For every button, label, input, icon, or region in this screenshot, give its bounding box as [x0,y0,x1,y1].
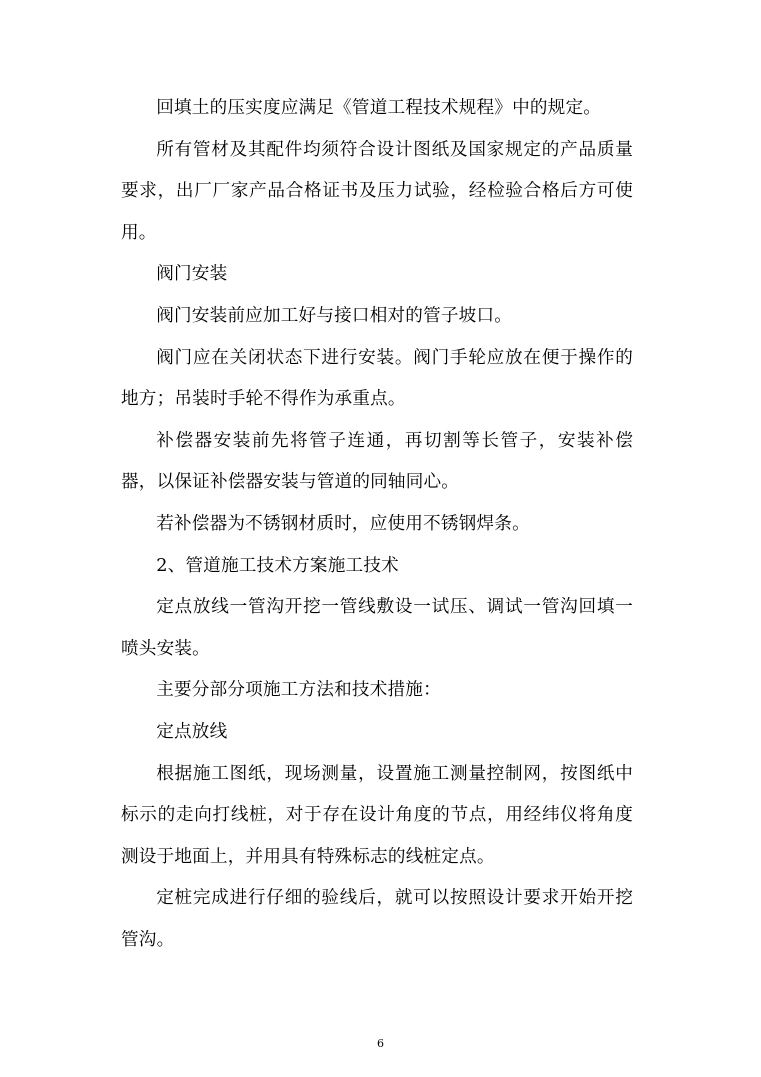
body-text [121,88,633,961]
heading-main-methods: 主要分部分项施工方法和技术措施： [156,680,441,701]
paragraph-pipe-material-quality: 所有管材及其配件均须符合设计图纸及国家规定的产品质量要求，出厂厂家产品合格证书及压力试验，经检验合格后方可使用。 [121,139,633,243]
paragraph-backfill-compaction: 回填土的压实度应满足《管道工程技术规程》中的规定。 [156,98,602,118]
paragraph-valve-closed-state: 阀门应在关闭状态下进行安装。阀门手轮应放在便于操作的地方；吊装时手轮不得作为承重点。 [121,347,633,410]
paragraph-compensator-installation: 补偿器安装前先将管子连通，再切割等长管子，安装补偿器，以保证补偿器安装与管道的同轴同心。 [121,430,633,493]
paragraph-stainless-welding: 若补偿器为不锈钢材质时，应使用不锈钢焊条。 [156,513,530,534]
paragraph-valve-bevel: 阀门安装前应加工好与接口相对的管子坡口。 [156,305,513,326]
paragraph-trench-excavation: 定桩完成进行仔细的验线后，就可以按照设计要求开始开挖管沟。 [121,888,633,950]
heading-valve-installation: 阀门安装 [156,264,228,285]
page-number: 6 [377,1037,384,1050]
heading-pipeline-construction-plan: 2、管道施工技术方案施工技术 [156,555,399,576]
paragraph-construction-sequence: 定点放线一管沟开挖一管线敷设一试压、调试一管沟回填一喷头安装。 [121,597,633,659]
paragraph-survey-staking: 根据施工图纸，现场测量，设置施工测量控制网，按图纸中标示的走向打线桩，对于存在设计角度的节点，用经纬仪将角度测设于地面上，并用具有特殊标志的线桩定点。 [121,763,633,867]
heading-setting-out: 定点放线 [156,721,228,742]
